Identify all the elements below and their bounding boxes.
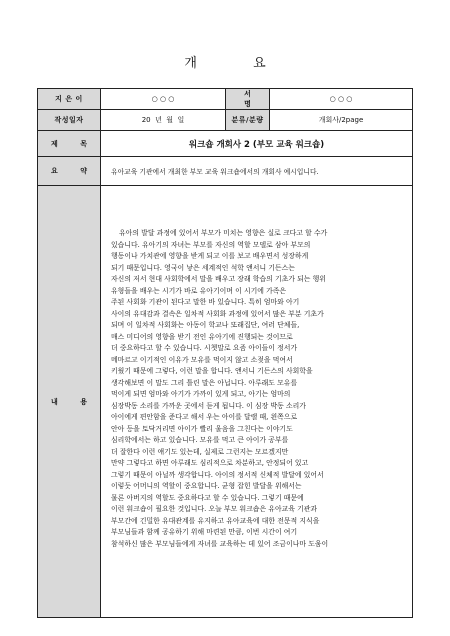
date-label: 작성일자 (38, 110, 101, 131)
name-value: ○ ○ ○ (270, 89, 413, 110)
content-row (38, 186, 413, 618)
subject-label-text: 제 목 (51, 139, 97, 148)
document-title: 개 요 (184, 56, 292, 71)
content-cell (101, 186, 413, 618)
content-label-text: 내 용 (51, 397, 97, 406)
summary-value: 유아교육 기관에서 개최한 부모 교육 워크숍에서의 개회사 예시입니다. (101, 157, 413, 186)
content-line: 부모간에 긴밀한 유대관계를 유지하고 유아교육에 대한 전문적 지식을 (111, 516, 320, 525)
content-line: 부모님들과 함께 공유하기 위해 마련된 만큼, 이번 시간이 여기 (111, 528, 298, 536)
summary-row (38, 157, 413, 186)
content-line: 안아 등을 토닥거리면 아이가 빨리 울음을 그친다는 이야기도 (111, 424, 293, 433)
date-value: 20 년 월 일 (101, 110, 226, 131)
content-line: 되기 때문입니다. 영국이 낳은 세계적인 석학 앤서니 기든스는 (111, 263, 295, 272)
content-line: 참석하신 많은 부모님들에게 자녀를 교육하는 데 있어 조금이나마 도움이 (111, 539, 329, 548)
content-line: 이런 워크숍이 필요한 것입니다. 오늘 부모 워크숍은 유아교육 기관과 (111, 505, 318, 513)
date-row (38, 110, 413, 131)
summary-label-text: 요 약 (51, 167, 97, 175)
content-line: 되며 이 일차적 사회화는 아동이 학교나 또래집단, 여러 단체들, (111, 321, 300, 329)
content-line: 물론 아버지의 역할도 중요하다고 할 수 있습니다. 그렇기 때문에 (111, 493, 304, 502)
content-body (111, 228, 404, 550)
content-line: 먹이게 되면 엄마와 아기가 가까이 있게 되고, 아기는 엄마의 (111, 390, 291, 398)
content-line: 주된 사회화 기관이 된다고 말한 바 있습니다. 특히 엄마와 아기 (111, 298, 300, 306)
summary-label (38, 157, 101, 186)
content-line: 자신의 저서 현대 사회학에서 말을 배우고 장래 학습의 기초가 되는 행위 (111, 275, 326, 283)
author-label: 지 은 이 (38, 89, 101, 110)
content-line: 그렇기 때문이 아닐까 생각합니다. 아이의 정서적 신체적 발달에 있어서 (111, 470, 324, 479)
info-table (37, 88, 413, 618)
subject-row (38, 131, 413, 157)
name-label (226, 89, 270, 110)
content-line: 사이의 유대감과 결속은 일차적 사회화 과정에 있어서 많은 부분 기초가 (111, 309, 324, 318)
content-line: 심장박동 소리를 가까운 곳에서 듣게 됩니다. 이 심장 박동 소리가 (111, 401, 306, 410)
content-line: 아이에게 편안함을 준다고 해서 우는 아이를 달랠 때, 왼쪽으로 (111, 413, 298, 421)
content-line: 유형들을 배우는 시기가 바로 유아기이며 이 시기에 가족은 (111, 286, 287, 295)
content-line: 매스 미디어의 영향을 받기 전인 유아기에 진행되는 것이므로 (111, 332, 293, 341)
content-line: 키웠기 때문에 그렇다, 이런 말을 합니다. 앤서니 기든스의 사회학을 (111, 367, 313, 375)
category-value: 개회사/2page (270, 110, 413, 131)
author-row (38, 89, 413, 110)
name-label-text: 서 명 (244, 90, 261, 108)
content-line: 메마르고 이기적인 이유가 모유를 먹이지 않고 소젖을 먹여서 (111, 355, 293, 364)
content-label (38, 186, 101, 618)
author-value: ○ ○ ○ (101, 89, 226, 110)
content-line: 행동이나 가치관에 영향을 받게 되고 이를 보고 배우면서 성장하게 (111, 252, 309, 260)
content-line: 있습니다. 유아기의 자녀는 부모를 자신의 역할 모델로 삼아 부모의 (111, 240, 311, 249)
content-line: 이렇듯 어머니의 역할이 중요합니다. 균형 잡힌 발달을 위해서는 (111, 482, 302, 490)
subject-label (38, 131, 101, 157)
content-line: 심리학에서는 하고 있습니다. 모유를 먹고 큰 아이가 공부를 (111, 436, 289, 444)
content-line: 유아의 발달 과정에 있어서 부모가 미치는 영향은 실로 크다고 할 수가 (119, 229, 328, 237)
content-line: 더 중요하다고 할 수 있습니다. 시쳇말로 요즘 아이들이 정서가 (111, 344, 298, 352)
subject-value: 워크숍 개회사 2 (부모 교육 워크숍) (101, 131, 413, 157)
content-line: 생각해보면 이 말도 그리 틀린 말은 아닙니다. 아루래도 모유를 (111, 378, 298, 387)
category-label: 분류/분량 (226, 110, 270, 131)
content-line: 더 잘한다 이런 얘기도 있는데, 실제로 그런지는 모르겠지만 (111, 447, 289, 456)
content-line: 만약 그렇다고 하면 아루래도 심리적으로 차분하고, 안정되어 있고 (111, 459, 309, 467)
